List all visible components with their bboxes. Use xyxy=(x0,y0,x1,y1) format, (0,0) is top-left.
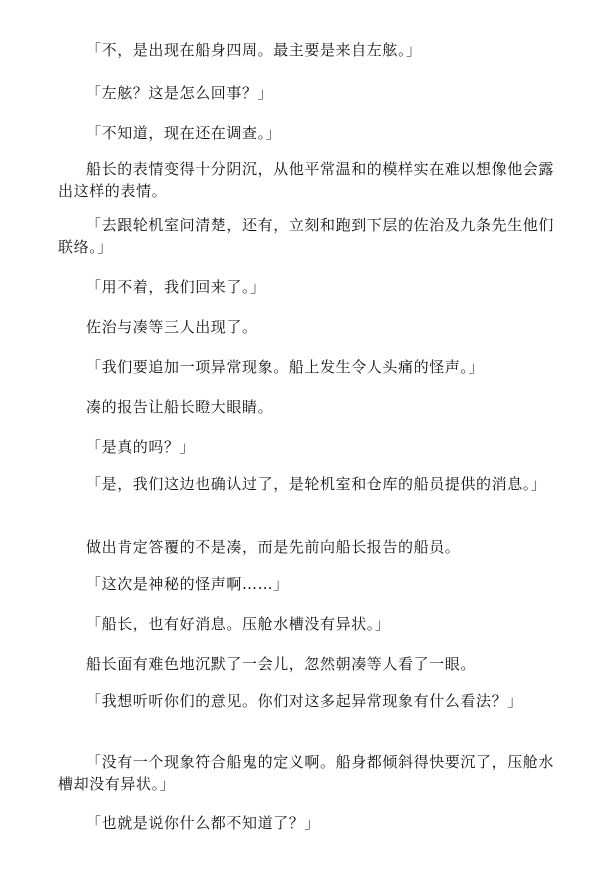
paragraph-8: 「我们要追加一项异常现象。船上发生令人头痛的怪声。」 xyxy=(86,358,485,376)
paragraph-11: 「是，我们这边也确认过了，是轮机室和仓库的船员提供的消息。」 xyxy=(86,475,547,493)
paragraph-12: 做出肯定答覆的不是凑，而是先前向船长报告的船员。 xyxy=(86,538,461,556)
paragraph-5: 「去跟轮机室问清楚，还有，立刻和跑到下层的佐治及九条先生他们联络。」 xyxy=(58,216,555,256)
paragraph-9: 凑的报告让船长瞪大眼睛。 xyxy=(86,398,274,416)
paragraph-6: 「用不着，我们回来了。」 xyxy=(86,278,266,296)
paragraph-13: 「这次是神秘的怪声啊……」 xyxy=(86,575,289,593)
paragraph-7: 佐治与凑等三人出现了。 xyxy=(86,318,258,336)
paragraph-15: 船长面有难色地沉默了一会儿，忽然朝凑等人看了一眼。 xyxy=(86,655,477,673)
paragraph-10: 「是真的吗？」 xyxy=(86,438,196,456)
paragraph-2: 「左舷？这是怎么回事？」 xyxy=(86,84,274,102)
paragraph-1: 「不，是出现在船身四周。最主要是来自左舷。」 xyxy=(86,41,422,59)
paragraph-17: 「没有一个现象符合船鬼的定义啊。船身都倾斜得快要沉了，压舱水槽却没有异状。」 xyxy=(58,753,555,793)
paragraph-4: 船长的表情变得十分阴沉，从他平常温和的模样实在难以想像他会露出这样的表情。 xyxy=(58,160,555,200)
paragraph-3: 「不知道，现在还在调查。」 xyxy=(86,124,282,142)
paragraph-18: 「也就是说你什么都不知道了？」 xyxy=(86,814,321,832)
paragraph-14: 「船长，也有好消息。压舱水槽没有异状。」 xyxy=(86,615,391,633)
paragraph-16: 「我想听听你们的意见。你们对这多起异常现象有什么看法？」 xyxy=(86,692,523,710)
